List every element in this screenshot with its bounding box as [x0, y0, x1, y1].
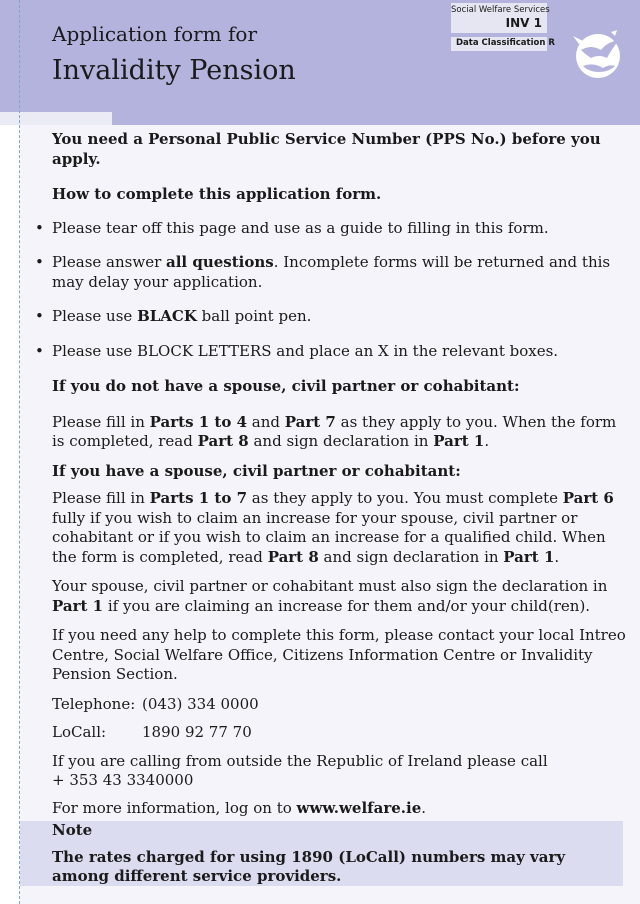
bullet-emphasis: all questions: [166, 253, 274, 271]
list-item: [35, 341, 627, 362]
how-to-heading: How to complete this application form.: [52, 185, 382, 203]
welfare-link[interactable]: www.welfare.ie: [296, 798, 422, 817]
abroad-text: [52, 752, 627, 791]
list-item: [35, 307, 627, 327]
bullet-text: Please use: [52, 307, 138, 325]
header-notch: [0, 112, 112, 125]
bullet-icon: •: [35, 307, 44, 325]
locall-row: [52, 723, 627, 743]
bullet-icon: •: [35, 253, 44, 271]
with-spouse-text: Please fill in Parts 1 to 7 as they apply to you. You must complete Part 6 fully if you wish to claim an increase for your spouse, civil partner or cohabitant or if you wish to claim an increase for a qualified child. When the form is completed, read Part 8 and sign declaration in Part 1.: [52, 489, 614, 566]
bullet-text: ball point pen.: [196, 307, 312, 325]
list-item: [35, 253, 627, 292]
telephone-row: [52, 695, 627, 715]
abroad-number: + 353 43 3340000: [52, 771, 194, 789]
telephone-label: Telephone:: [52, 694, 136, 713]
locall-label: LoCall:: [52, 723, 107, 741]
bullet-text: Please tear off this page and use as a guide to filling in this form.: [52, 218, 549, 237]
pps-notice: You need a Personal Public Service Number (PPS No.) before you apply.: [52, 130, 601, 168]
bullet-text: Please use BLOCK LETTERS and place an X in the relevant boxes.: [52, 341, 559, 360]
bullet-text: Please answer: [52, 253, 167, 271]
no-spouse-text: Please fill in Parts 1 to 4 and Part 7 as they apply to you. When the form is completed, read Part 8 and sign declaration in Part 1.: [52, 412, 617, 450]
spouse-declaration-text: Your spouse, civil partner or cohabitant must also sign the declaration in Part 1 if you are claiming an increase for them and/or your child(ren).: [52, 577, 608, 615]
form-code: INV 1: [505, 16, 542, 30]
organisation-name: Social Welfare Services: [451, 5, 550, 15]
note-box: [20, 821, 623, 886]
abroad-instruction: If you are calling from outside the Republic of Ireland please call: [52, 751, 548, 770]
instructions: [35, 130, 627, 828]
no-spouse-heading: If you do not have a spouse, civil partner or cohabitant:: [52, 377, 520, 395]
bullet-icon: •: [35, 218, 44, 237]
telephone-number: (043) 334 0000: [142, 694, 259, 713]
locall-number: 1890 92 77 70: [142, 723, 252, 741]
bird-emblem-icon: [571, 28, 625, 80]
bullet-emphasis: BLACK: [137, 307, 197, 325]
list-item: [35, 218, 627, 239]
more-info-text: For more information, log on to www.welfare.ie.: [52, 798, 427, 817]
bullet-text: . Incomplete forms will be returned and this may delay your application.: [52, 253, 611, 291]
with-spouse-heading: If you have a spouse, civil partner or cohabitant:: [52, 461, 461, 480]
note-title: Note: [52, 821, 93, 839]
note-body: The rates charged for using 1890 (LoCall) numbers may vary among different service providers.: [52, 848, 566, 885]
form-title-prefix: Application form for: [52, 22, 258, 46]
tear-off-line: [19, 0, 20, 904]
form-title: Invalidity Pension: [52, 55, 296, 86]
bullet-icon: •: [35, 341, 44, 360]
help-text: If you need any help to complete this form, please contact your local Intreo Centre, Social Welfare Office, Citizens Information Centre or Invalidity Pension Section.: [52, 626, 626, 683]
form-code-badge: [451, 3, 550, 33]
data-classification-label: Data Classification R: [451, 37, 547, 51]
